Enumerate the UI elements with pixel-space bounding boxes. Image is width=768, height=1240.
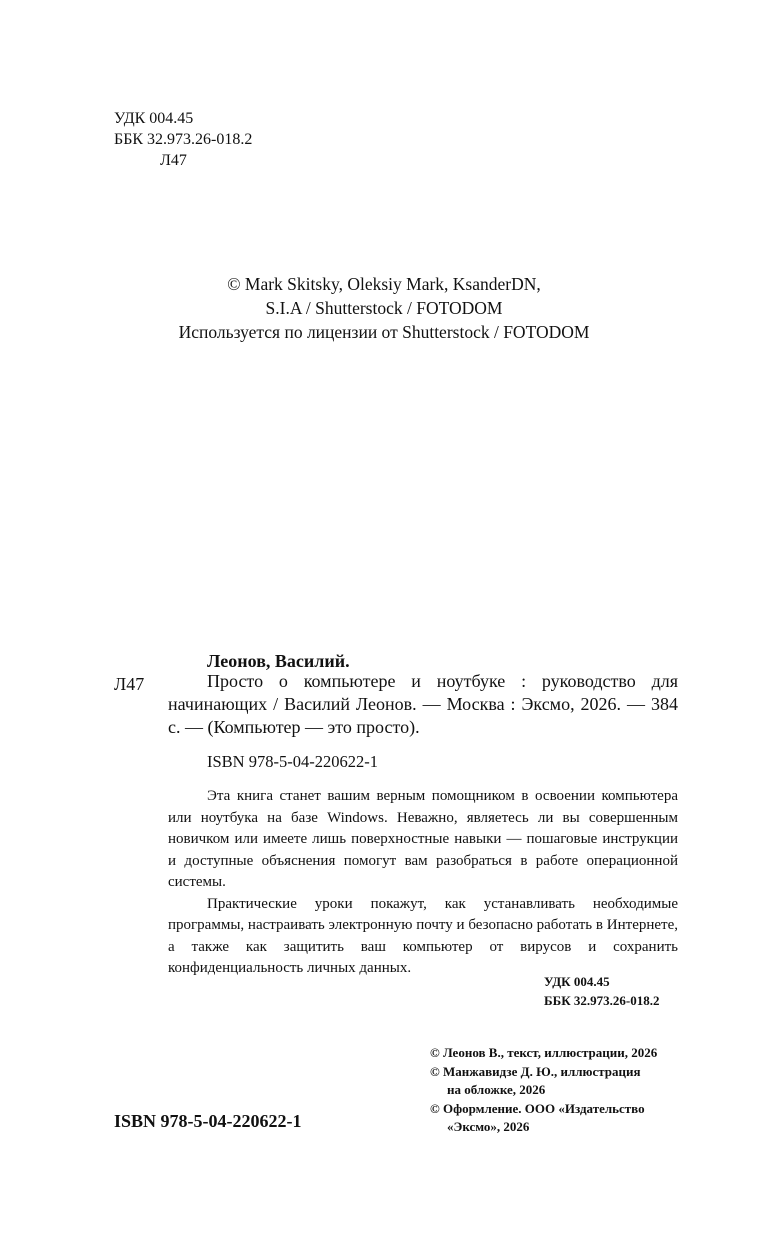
isbn-bottom: ISBN 978-5-04-220622-1 bbox=[114, 1111, 302, 1131]
copyright-block bbox=[430, 1044, 657, 1137]
image-credits bbox=[0, 272, 768, 344]
credits-line-2: S.I.A / Shutterstock / FOTODOM bbox=[265, 298, 503, 318]
copyright-line-3: © Оформление. ООО «Издательство bbox=[430, 1100, 645, 1116]
bbk-code: ББК 32.973.26-018.2 bbox=[114, 131, 253, 148]
bottom-udk: УДК 004.45 bbox=[544, 974, 610, 989]
copyright-line-2-cont: на обложке, 2026 bbox=[447, 1082, 546, 1097]
bib-isbn: ISBN 978-5-04-220622-1 bbox=[207, 752, 378, 771]
annotation-paragraph-2: Практические уроки покажут, как устанавливать необходимые программы, настраивать электронную почту и безопасно работать в Интернете, а также как защитить ваш компьютер от вирусов и сохранить конфиденциальность личных данных. bbox=[168, 895, 678, 976]
author-heading: Леонов, Василий. bbox=[207, 651, 350, 671]
annotation-paragraph-1: Эта книга станет вашим верным помощником в освоении компьютера или ноутбука на базе Windows. Неважно, являетесь ли вы совершенным новичком или имеете лишь поверхностные навыки — пошаговые инструкции и доступные объяснения помогут вам разобраться в работе операционной системы. bbox=[168, 788, 678, 890]
bottom-bbk: ББК 32.973.26-018.2 bbox=[544, 993, 660, 1008]
credits-line-1: © Mark Skitsky, Oleksiy Mark, KsanderDN, bbox=[227, 274, 541, 294]
bib-author-mark: Л47 bbox=[114, 674, 145, 694]
copyright-line-3-cont: «Эксмо», 2026 bbox=[447, 1119, 530, 1134]
author-mark: Л47 bbox=[160, 152, 187, 169]
credits-line-3: Используется по лицензии от Shutterstock / FOTODOM bbox=[178, 322, 590, 342]
udk-code: УДК 004.45 bbox=[114, 110, 194, 127]
bibliographic-description bbox=[168, 670, 678, 739]
annotation bbox=[168, 786, 678, 980]
copyright-line-1: © Леонов В., текст, иллюстрации, 2026 bbox=[430, 1045, 658, 1060]
bib-description-text: Просто о компьютере и ноутбуке : руководство для начинающих / Василий Леонов. — Москва : Эксмо, 2026. — 384 с. — (Компьютер — это просто). bbox=[168, 671, 678, 737]
copyright-line-2: © Манжавидзе Д. Ю., иллюстрация bbox=[430, 1063, 641, 1079]
bottom-classification-codes bbox=[544, 972, 659, 1010]
classification-codes bbox=[114, 108, 252, 171]
